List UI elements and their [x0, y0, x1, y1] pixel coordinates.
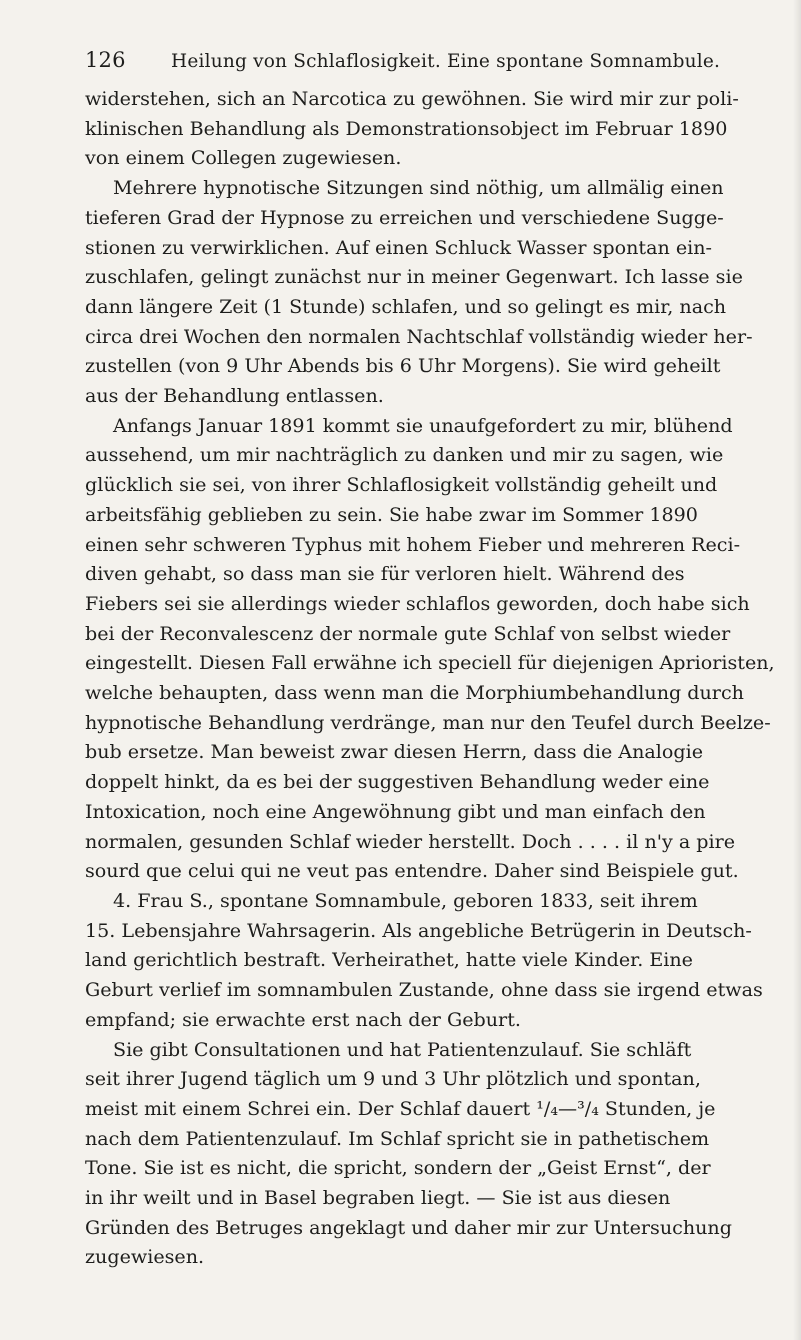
paragraph-first-line: Anfangs Januar 1891 kommt sie unaufgefordert zu mir, blühend — [113, 413, 733, 437]
text-line: eingestellt. Diesen Fall erwähne ich speciell für diejenigen Aprioristen, — [85, 651, 775, 675]
text-line: einen sehr schweren Typhus mit hohem Fieber und mehreren Reci- — [85, 532, 741, 556]
paragraph-first-line: 4. Frau S., spontane Somnambule, geboren 1833, seit ihrem — [113, 888, 698, 912]
text-line: 15. Lebensjahre Wahrsagerin. Als angebliche Betrügerin in Deutsch- — [85, 918, 752, 942]
running-title: Heilung von Schlaflosigkeit. Eine spontane Somnambule. — [171, 51, 721, 72]
text-line: zugewiesen. — [85, 1245, 205, 1269]
text-line: nach dem Patientenzulauf. Im Schlaf spricht sie in pathetischem — [85, 1126, 710, 1150]
text-line: klinischen Behandlung als Demonstrationsobject im Februar 1890 — [85, 116, 728, 140]
paragraph-first-line: Sie gibt Consultationen und hat Patientenzulauf. Sie schläft — [113, 1037, 692, 1061]
text-line: tieferen Grad der Hypnose zu erreichen und verschiedene Sugge- — [85, 205, 724, 229]
text-line: empfand; sie erwachte erst nach der Geburt. — [85, 1007, 521, 1031]
text-line: land gerichtlich bestraft. Verheirathet, hatte viele Kinder. Eine — [85, 948, 693, 972]
book-page — [85, 48, 775, 1272]
text-line: Gründen des Betruges angeklagt und daher mir zur Untersuchung — [85, 1215, 732, 1239]
text-line: hypnotische Behandlung verdränge, man nur den Teufel durch Beelze- — [85, 710, 771, 734]
text-line: zuschlafen, gelingt zunächst nur in meiner Gegenwart. Ich lasse sie — [85, 265, 743, 289]
text-line: normalen, gesunden Schlaf wieder herstellt. Doch . . . . il n'y a pire — [85, 829, 736, 853]
text-line: stionen zu verwirklichen. Auf einen Schluck Wasser spontan ein- — [85, 235, 712, 259]
page-number: 126 — [85, 48, 126, 72]
text-line: glücklich sie sei, von ihrer Schlaflosigkeit vollständig geheilt und — [85, 473, 718, 497]
text-line: sourd que celui qui ne veut pas entendre. Daher sind Beispiele gut. — [85, 859, 739, 883]
text-line: aussehend, um mir nachträglich zu danken und mir zu sagen, wie — [85, 443, 724, 467]
text-line: meist mit einem Schrei ein. Der Schlaf dauert ¹/₄—³/₄ Stunden, je — [85, 1096, 716, 1120]
text-line: circa drei Wochen den normalen Nachtschlaf vollständig wieder her- — [85, 324, 753, 348]
text-line: zustellen (von 9 Uhr Abends bis 6 Uhr Morgens). Sie wird geheilt — [85, 354, 721, 378]
text-line: Tone. Sie ist es nicht, die spricht, sondern der „Geist Ernst“, der — [85, 1156, 711, 1180]
text-line: dann längere Zeit (1 Stunde) schlafen, und so gelingt es mir, nach — [85, 294, 727, 318]
page-edge-shadow — [793, 0, 801, 1340]
paragraph-first-line: Mehrere hypnotische Sitzungen sind nöthig, um allmälig einen — [113, 176, 724, 200]
text-line: welche behaupten, dass wenn man die Morphiumbehandlung durch — [85, 681, 744, 705]
text-line: widerstehen, sich an Narcotica zu gewöhnen. Sie wird mir zur poli- — [85, 87, 739, 110]
text-line: Fiebers sei sie allerdings wieder schlaflos geworden, doch habe sich — [85, 591, 750, 615]
text-line: von einem Collegen zugewiesen. — [85, 146, 402, 170]
text-line: doppelt hinkt, da es bei der suggestiven Behandlung weder eine — [85, 770, 710, 794]
text-line: in ihr weilt und in Basel begraben liegt. — Sie ist aus diesen — [85, 1186, 671, 1210]
text-line: bub ersetze. Man beweist zwar diesen Herrn, dass die Analogie — [85, 740, 704, 764]
text-line: Geburt verlief im somnambulen Zustande, ohne dass sie irgend etwas — [85, 978, 763, 1002]
text-line: arbeitsfähig geblieben zu sein. Sie habe zwar im Sommer 1890 — [85, 502, 698, 526]
text-line: bei der Reconvalescenz der normale gute Schlaf von selbst wieder — [85, 621, 731, 645]
text-line: Intoxication, noch eine Angewöhnung gibt und man einfach den — [85, 799, 706, 823]
body-text — [85, 84, 775, 1272]
text-line: aus der Behandlung entlassen. — [85, 384, 384, 408]
text-line: seit ihrer Jugend täglich um 9 und 3 Uhr plötzlich und spontan, — [85, 1067, 701, 1091]
running-head — [85, 48, 775, 82]
text-line: diven gehabt, so dass man sie für verloren hielt. Während des — [85, 562, 685, 586]
